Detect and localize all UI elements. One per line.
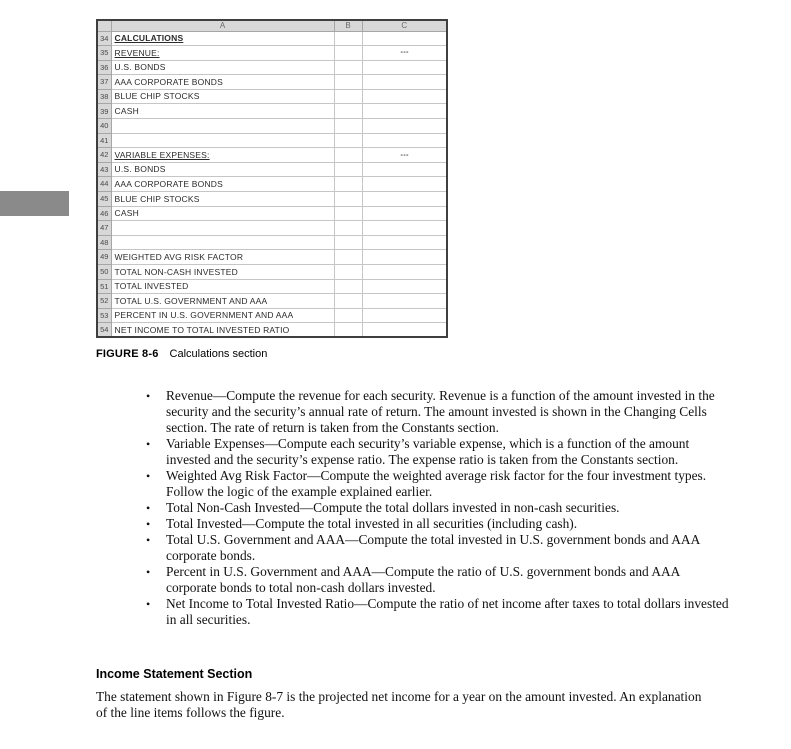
cell-c [362,31,447,46]
row-number-cell: 54 [97,323,111,338]
page-edge-tab [0,191,69,216]
cell-b [334,104,362,119]
row-number-cell: 44 [97,177,111,192]
cell-a [111,221,334,236]
corner-cell [97,20,111,31]
cell-c [362,250,447,265]
cell-a: NET INCOME TO TOTAL INVESTED RATIO [111,323,334,338]
cell-a: AAA CORPORATE BONDS [111,75,334,90]
sheet-row [97,148,447,163]
row-number-cell: 35 [97,46,111,61]
cell-b [334,148,362,163]
sheet-row [97,31,447,46]
cell-b [334,206,362,221]
cell-a: REVENUE: [111,46,334,61]
sheet-row [97,265,447,280]
cell-b [334,308,362,323]
cell-c [362,279,447,294]
cell-a: BLUE CHIP STOCKS [111,192,334,207]
cell-a: CASH [111,104,334,119]
row-number-cell: 43 [97,162,111,177]
row-number-cell: 34 [97,31,111,46]
bullet-item: • Weighted Avg Risk Factor—Compute the weighted average risk factor for the four investment types. Follow the logic of the example explained earlier. [145,468,731,500]
cell-c [362,119,447,134]
cell-c [362,235,447,250]
sheet-row [97,177,447,192]
cell-a: PERCENT IN U.S. GOVERNMENT AND AAA [111,308,334,323]
cell-b [334,162,362,177]
cell-c [362,104,447,119]
cell-b [334,46,362,61]
sheet-row [97,294,447,309]
column-header-row [97,20,447,31]
sheet-row [97,235,447,250]
row-number-cell: 51 [97,279,111,294]
sheet-row [97,104,447,119]
cell-a: VARIABLE EXPENSES: [111,148,334,163]
cell-b [334,279,362,294]
row-number-cell: 49 [97,250,111,265]
sheet-row [97,60,447,75]
cell-b [334,133,362,148]
cell-b [334,323,362,338]
row-number-cell: 40 [97,119,111,134]
cell-a: U.S. BONDS [111,162,334,177]
sheet-row [97,250,447,265]
cell-b [334,75,362,90]
row-number-cell: 47 [97,221,111,236]
column-header-c: C [362,20,447,31]
column-header-a: A [111,20,334,31]
row-number-cell: 48 [97,235,111,250]
cell-c [362,308,447,323]
row-number-cell: 39 [97,104,111,119]
calculations-spreadsheet [96,19,448,338]
sheet-row [97,192,447,207]
cell-a: U.S. BONDS [111,60,334,75]
sheet-row [97,279,447,294]
row-number-cell: 37 [97,75,111,90]
cell-b [334,60,362,75]
row-number-cell: 38 [97,89,111,104]
cell-c [362,60,447,75]
cell-b [334,221,362,236]
cell-c: --- [362,46,447,61]
figure-caption [96,348,267,360]
figure-caption-label: FIGURE 8-6 [96,348,159,360]
cell-c [362,89,447,104]
cell-a [111,119,334,134]
cell-a [111,133,334,148]
sheet-row [97,46,447,61]
sheet-row [97,75,447,90]
bullet-item: • Total Invested—Compute the total invested in all securities (including cash). [145,516,731,532]
cell-c [362,177,447,192]
row-number-cell: 41 [97,133,111,148]
cell-b [334,177,362,192]
sheet-row [97,323,447,338]
cell-a: WEIGHTED AVG RISK FACTOR [111,250,334,265]
cell-b [334,89,362,104]
bullet-item: • Percent in U.S. Government and AAA—Compute the ratio of U.S. government bonds and AAA corporate bonds to total non-cash dollars invested. [145,564,731,596]
row-number-cell: 50 [97,265,111,280]
cell-c [362,133,447,148]
figure-caption-text: Calculations section [169,348,268,360]
sheet-row [97,308,447,323]
cell-b [334,31,362,46]
cell-c [362,323,447,338]
sheet-row [97,119,447,134]
row-number-cell: 42 [97,148,111,163]
bullet-item: • Revenue—Compute the revenue for each security. Revenue is a function of the amount invested in the security and the security’s annual rate of return. The amount invested is shown in the Changing Cells section. The rate of return is taken from the Constants section. [145,388,731,436]
cell-b [334,192,362,207]
row-number-cell: 45 [97,192,111,207]
row-number-cell: 36 [97,60,111,75]
cell-a: CALCULATIONS [111,31,334,46]
bullet-item: • Total U.S. Government and AAA—Compute the total invested in U.S. government bonds and AAA corporate bonds. [145,532,731,564]
cell-a: CASH [111,206,334,221]
section-heading: Income Statement Section [96,667,253,681]
cell-c [362,206,447,221]
cell-a: BLUE CHIP STOCKS [111,89,334,104]
cell-b [334,235,362,250]
cell-a: TOTAL U.S. GOVERNMENT AND AAA [111,294,334,309]
cell-b [334,265,362,280]
cell-c [362,294,447,309]
sheet-row [97,162,447,177]
cell-a: AAA CORPORATE BONDS [111,177,334,192]
cell-b [334,250,362,265]
section-paragraph: The statement shown in Figure 8-7 is the projected net income for a year on the amount invested. An explanation of the line items follows the figure. [96,689,702,720]
cell-c [362,265,447,280]
bullet-item: • Variable Expenses—Compute each security’s variable expense, which is a function of the amount invested and the security’s expense ratio. The expense ratio is taken from the Constants section. [145,436,731,468]
cell-c [362,192,447,207]
row-number-cell: 53 [97,308,111,323]
row-number-cell: 46 [97,206,111,221]
column-header-b: B [334,20,362,31]
cell-c [362,162,447,177]
cell-a: TOTAL NON-CASH INVESTED [111,265,334,280]
cell-a [111,235,334,250]
sheet-row [97,89,447,104]
income-statement-section [96,667,708,721]
cell-c [362,75,447,90]
row-number-cell: 52 [97,294,111,309]
bullet-item: • Net Income to Total Invested Ratio—Compute the ratio of net income after taxes to total dollars invested in all securities. [145,596,731,628]
cell-c [362,221,447,236]
cell-a: TOTAL INVESTED [111,279,334,294]
sheet-row [97,133,447,148]
explanation-bullet-list [145,388,731,628]
sheet-row [97,221,447,236]
sheet-row [97,206,447,221]
figure-8-6-spreadsheet [96,19,448,338]
cell-b [334,119,362,134]
bullet-item: • Total Non-Cash Invested—Compute the total dollars invested in non-cash securities. [145,500,731,516]
cell-c: --- [362,148,447,163]
cell-b [334,294,362,309]
